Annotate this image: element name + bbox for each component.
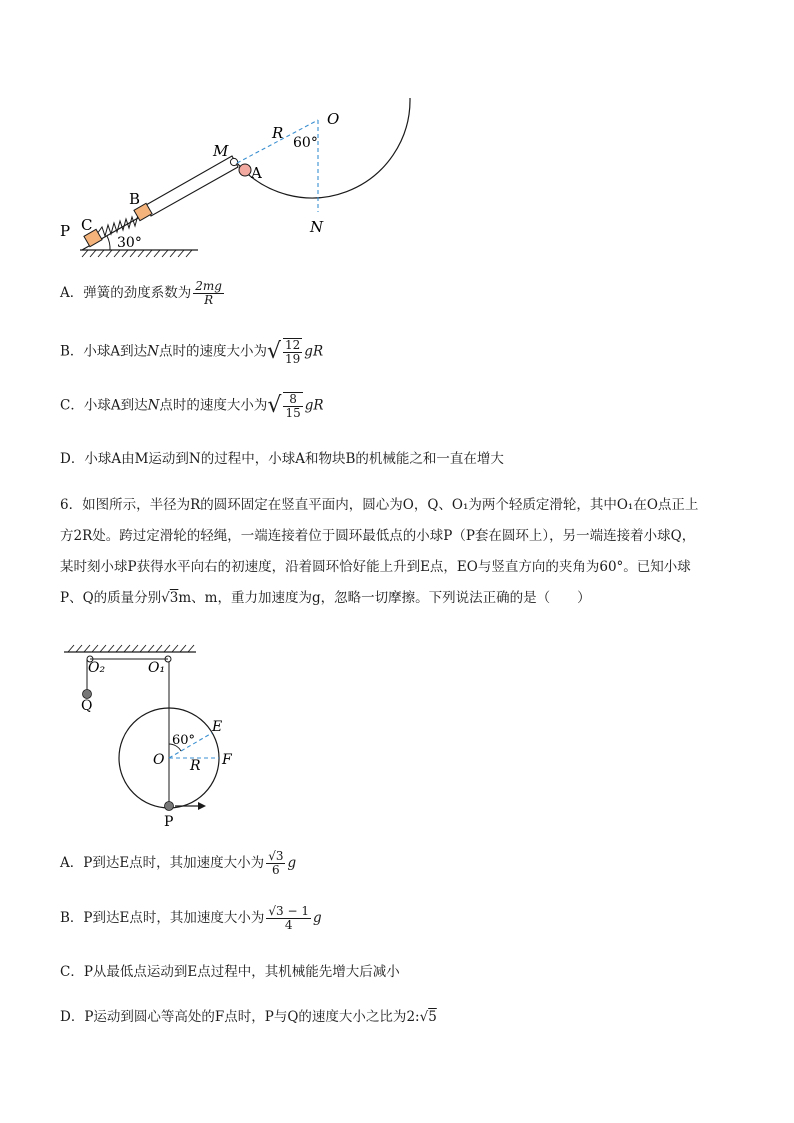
label-r: R [190,758,201,774]
q6-option-c: C．P从最低点运动到E点过程中，其机械能先增大后减小 [60,964,400,980]
q5-option-b: B．小球A到达N点时的速度大小为√ $\frac{12}{19}$ gR [60,338,324,366]
q6-option-b: B．P到达E点时，其加速度大小为 $\frac{√3 - 1}{4}$ g [60,904,322,932]
label-e: E [212,719,223,735]
sqrt-expression: √ $\frac{8}{15}$ gR [267,392,324,420]
q5-option-a: A．弹簧的劲度系数为 $\frac{2mg}{R}$ [60,279,222,307]
sqrt-expression: √ $\frac{12}{19}$ gR [266,338,324,366]
label-o: O [153,752,165,768]
label-r: R [272,124,284,142]
pivot-m [230,158,237,165]
incline-angle-arc [107,236,110,250]
sqrt-five: √5 [419,1009,437,1025]
sqrt-three: √3 [161,590,179,606]
ring-arc [237,98,410,198]
figure-spring-incline [50,90,430,275]
label-p: P [164,814,174,830]
label-angle-60: 60° [172,733,196,748]
velocity-arrow-head [198,802,206,810]
label-a: A [251,164,262,182]
label-o1: O₁ [148,660,166,676]
q6-stem: 6．如图所示，半径为R的圆环固定在竖直平面内，圆心为O，Q、O₁为两个轻质定滑轮，其中O₁在O点正上 方2R处。跨过定滑轮的轻绳，一端连接着位于圆环最低点的小球P（P套在圆环上），另一端连接着小球Q， 某时刻小球P获得水平向右的初速度，沿着圆环恰好能上升到E点，EO与竖直方向的夹角为60°。已知小球 P、Q的质量分别√3m、m，重力加速度为g，忽略一切摩擦。下列说法正确的是（ ） [60,497,699,606]
q5-option-c: C．小球A到达N点时的速度大小为√ $\frac{8}{15}$ gR [60,392,324,420]
rigid-rod [146,156,238,216]
figure-ring-pulley [60,640,260,830]
fraction: $\frac{2mg}{R}$ [195,279,222,307]
spring [97,215,141,236]
label-o: O [327,110,340,128]
label-m: M [213,142,229,160]
label-b: B [129,190,141,208]
q5-option-d: D．小球A由M运动到N的过程中，小球A和物块B的机械能之和一直在增大 [60,451,504,467]
ground-hatch [82,250,192,257]
label-incline-angle: 30° [117,235,142,251]
label-o2: O₂ [88,660,106,676]
ball-p [165,802,174,811]
fraction: $\frac{√3}{6}$ [268,849,284,877]
q6-option-a: A．P到达E点时，其加速度大小为 $\frac{√3}{6}$ g [60,849,297,877]
label-q: Q [81,698,93,714]
fraction: $\frac{√3 - 1}{4}$ [268,904,309,932]
label-angle-60: 60° [293,135,318,151]
ball-a [239,164,251,176]
label-n: N [310,218,324,236]
label-c: C [81,216,93,234]
label-f: F [222,752,232,768]
ceiling-hatch [68,645,194,652]
q6-option-d: D．P运动到圆心等高处的F点时，P与Q的速度大小之比为2:√5 [60,1009,437,1025]
label-p: P [60,222,71,240]
